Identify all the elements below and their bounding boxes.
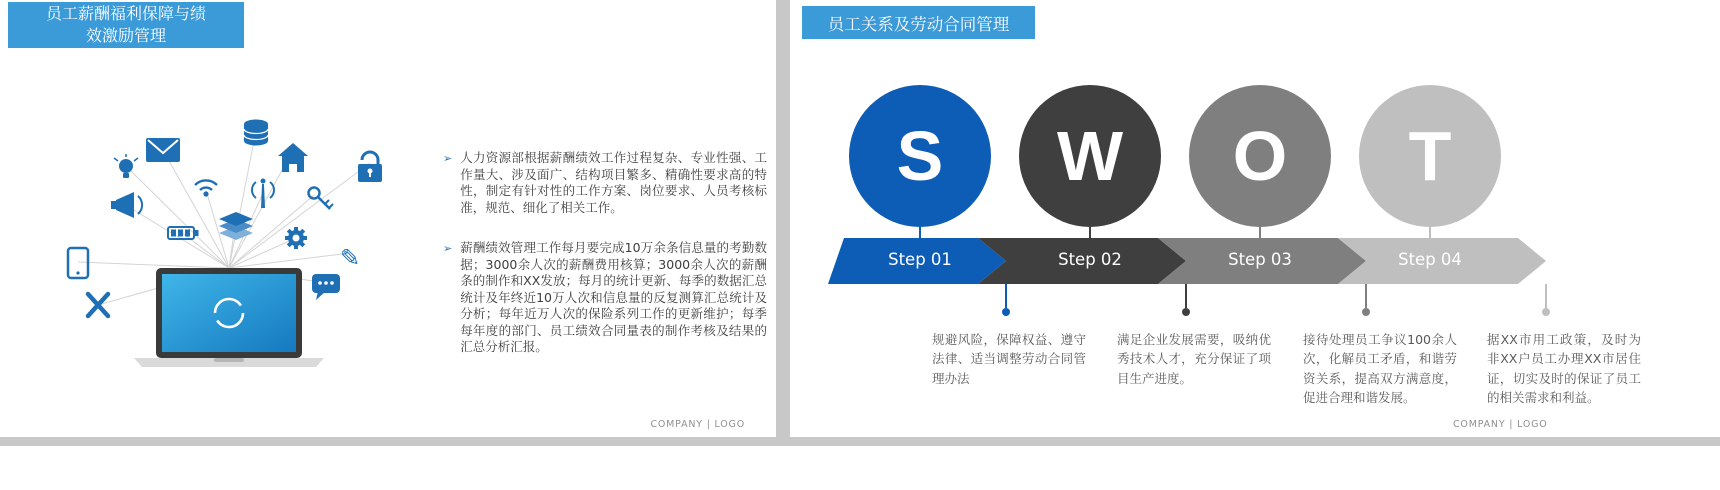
step-label: Step 03: [1228, 250, 1292, 269]
bullet-item: [443, 150, 767, 216]
connector-line: [1365, 284, 1367, 308]
swot-circle-s: [849, 85, 991, 227]
connector-stub: [919, 227, 921, 238]
connector-dot: [1362, 308, 1370, 316]
step-label: Step 04: [1398, 250, 1462, 269]
tablet-icon: [68, 248, 88, 278]
slide-left[interactable]: [0, 0, 776, 437]
bullet-text: 薪酬绩效管理工作每月要完成10万余条信息量的考勤数据；3000余人次的薪酬费用核算；3000余人次的薪酬条的制作和XX发放；每月的统计更新、每季的数据汇总统计及年终近10万人次和信息量的反复测算汇总统计及分析；每年近万人次的保险系列工作的更新维护；每季每年度的部门、员工绩效合同量表的制作考核及结果的汇总分析汇报。: [460, 240, 767, 354]
swot-letter: W: [1056, 117, 1124, 195]
left-slide-title-box: [8, 2, 244, 48]
swot-circle-o: [1189, 85, 1331, 227]
right-slide-title: 员工关系及劳动合同管理: [827, 14, 1010, 34]
bullet-item: [443, 240, 767, 356]
bullet-text: 人力资源部根据薪酬绩效工作过程复杂、专业性强、工作量大、涉及面广、结构项目繁多、精确性要求高的特性，制定有针对性的工作方案、岗位要求、人员考核标准，规范、细化了相关工作。: [460, 150, 767, 215]
step-description: 据XX市用工政策，及时为非XX户员工办理XX市居住证，切实及时的保证了员工的相关需求和利益。: [1487, 332, 1641, 406]
company-logo-footer: COMPANY | LOGO: [1453, 419, 1548, 430]
connector-stub: [1089, 227, 1091, 238]
right-slide-title-box: [802, 6, 1035, 39]
laptop: [134, 268, 324, 367]
slide-gutter: [776, 0, 790, 437]
pencil-icon: ✎: [340, 244, 361, 272]
connector-dot: [1542, 308, 1550, 316]
gear-icon: [285, 227, 307, 249]
network-illustration-svg: [56, 98, 401, 370]
envelope-icon: [146, 138, 180, 162]
swot-circle-w: [1019, 85, 1161, 227]
swot-circle-t: [1359, 85, 1501, 227]
bullet-list: [443, 150, 767, 380]
connector-line: [1185, 284, 1187, 308]
swot-letter: T: [1408, 117, 1452, 195]
step-description: 满足企业发展需要，吸纳优秀技术人才，充分保证了项目生产进度。: [1117, 332, 1271, 386]
database-icon: [244, 120, 268, 146]
step-label: Step 01: [888, 250, 952, 269]
swot-letter: O: [1232, 117, 1288, 195]
company-logo-footer: COMPANY | LOGO: [650, 419, 745, 430]
connector-stub: [1259, 227, 1261, 238]
connector-line: [1545, 284, 1547, 308]
connector-stub: [1429, 227, 1431, 238]
tools-icon: [88, 294, 108, 316]
arrow-bullet-icon: ➢: [443, 242, 453, 255]
antenna-icon: [252, 179, 274, 209]
home-icon: [278, 143, 308, 172]
megaphone-icon: [111, 192, 142, 218]
network-illustration: [56, 98, 401, 370]
connector-line: [1005, 284, 1007, 308]
bottom-gutter: [0, 437, 1720, 446]
battery-icon: [168, 227, 199, 239]
chat-icon: [312, 274, 340, 300]
step-label: Step 02: [1058, 250, 1122, 269]
arrow-bullet-icon: ➢: [443, 152, 453, 165]
connector-dot: [1002, 308, 1010, 316]
connector-dot: [1182, 308, 1190, 316]
lock-icon: [358, 152, 382, 182]
step-description: 规避风险，保障权益、遵守法律、适当调整劳动合同管理办法: [932, 332, 1086, 386]
left-slide-title: 员工薪酬福利保障与绩效激励管理: [45, 4, 206, 45]
step-description: 接待处理员工争议100余人次，化解员工矛盾，和谐劳资关系，提高双方满意度，促进合理和谐发展。: [1303, 332, 1457, 406]
wifi-icon: [195, 180, 217, 196]
swot-letter: S: [896, 117, 944, 195]
layers-icon: [219, 212, 253, 240]
slide-right[interactable]: [790, 0, 1720, 437]
